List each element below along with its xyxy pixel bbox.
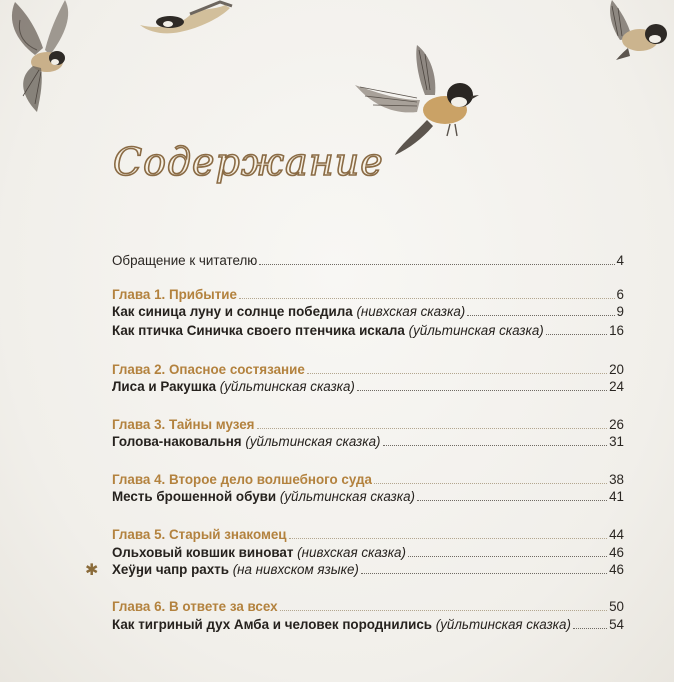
dot-leader bbox=[408, 546, 607, 557]
bird-illustration-top-left bbox=[0, 0, 105, 115]
dot-leader bbox=[546, 324, 607, 335]
toc-page-number: 38 bbox=[609, 472, 624, 487]
toc-entry-note: (уйльтинская сказка) bbox=[279, 489, 415, 504]
dot-leader bbox=[280, 600, 608, 611]
bird-illustration-top-right bbox=[600, 0, 674, 60]
toc-entry-title bbox=[112, 252, 257, 269]
dot-leader bbox=[357, 380, 607, 391]
toc-page-number: 46 bbox=[609, 562, 624, 577]
toc-entry-label: Как тигриный дух Амба и человек породнились bbox=[112, 617, 433, 632]
toc-page-number: 41 bbox=[609, 489, 624, 504]
toc-entry-title bbox=[112, 322, 544, 339]
toc-entry-label: Обращение к читателю bbox=[112, 253, 258, 268]
toc-story-row[interactable] bbox=[112, 378, 624, 395]
toc-intro-row[interactable] bbox=[112, 252, 624, 269]
toc-chapter-row[interactable] bbox=[112, 471, 624, 488]
toc-chapter-row[interactable] bbox=[112, 526, 624, 543]
toc-entry-label: Как синица луну и солнце победила bbox=[112, 304, 353, 319]
dot-leader bbox=[257, 418, 608, 429]
dot-leader bbox=[259, 254, 614, 265]
toc-entry-title bbox=[112, 286, 237, 303]
toc-entry-note: (нивхская сказка) bbox=[297, 545, 406, 560]
toc-chapter-row[interactable] bbox=[112, 598, 624, 615]
toc-entry-label: Глава 4. Второе дело волшебного суда bbox=[112, 472, 372, 487]
toc-entry-label: Месть брошенной обуви bbox=[112, 489, 277, 504]
toc-story-row[interactable] bbox=[112, 488, 624, 505]
dot-leader bbox=[573, 618, 607, 629]
toc-page-number: 50 bbox=[609, 599, 624, 614]
dot-leader bbox=[467, 305, 614, 316]
toc-entry-note: (уйльтинская сказка) bbox=[408, 323, 544, 338]
toc-page-number: 44 bbox=[609, 527, 624, 542]
toc-entry-note: (уйльтинская сказка) bbox=[435, 617, 571, 632]
toc-page-number: 54 bbox=[609, 617, 624, 632]
toc-page-number: 6 bbox=[616, 287, 624, 302]
toc-entry-label: Глава 3. Тайны музея bbox=[112, 417, 255, 432]
toc-entry-label: Глава 5. Старый знакомец bbox=[112, 527, 287, 542]
toc-story-row[interactable] bbox=[112, 544, 624, 561]
toc-entry-title bbox=[112, 416, 255, 433]
dot-leader bbox=[417, 490, 607, 501]
dot-leader bbox=[289, 528, 608, 539]
toc-entry-note: (уйльтинская сказка) bbox=[245, 434, 381, 449]
toc-entry-title bbox=[112, 598, 278, 615]
toc-story-row[interactable] bbox=[112, 616, 624, 633]
toc-entry-title bbox=[112, 616, 571, 633]
toc-entry-label: Глава 1. Прибытие bbox=[112, 287, 237, 302]
toc-story-row[interactable] bbox=[112, 561, 624, 578]
toc-page-number: 9 bbox=[616, 304, 624, 319]
toc-page-number: 24 bbox=[609, 379, 624, 394]
toc-entry-title bbox=[112, 433, 381, 450]
dot-leader bbox=[374, 473, 607, 484]
toc-entry-note: (на нивхском языке) bbox=[232, 562, 359, 577]
toc-entry-note: (нивхская сказка) bbox=[356, 304, 466, 319]
toc-entry-title bbox=[112, 561, 359, 578]
toc-entry-label: Как птичка Синичка своего птенчика искала bbox=[112, 323, 405, 338]
toc-entry-label: Ольховый ковшик виноват bbox=[112, 545, 294, 560]
toc-story-row[interactable] bbox=[112, 322, 624, 339]
dot-leader bbox=[361, 563, 607, 574]
toc-entry-title bbox=[112, 526, 287, 543]
dot-leader bbox=[307, 363, 607, 374]
toc-entry-title bbox=[112, 544, 406, 561]
toc-page-number: 20 bbox=[609, 362, 624, 377]
toc-entry-title bbox=[112, 361, 305, 378]
toc-entry-label: Глава 6. В ответе за всех bbox=[112, 599, 278, 614]
dot-leader bbox=[383, 435, 608, 446]
toc-story-row[interactable] bbox=[112, 433, 624, 450]
toc-chapter-row[interactable] bbox=[112, 361, 624, 378]
toc-entry-title bbox=[112, 303, 465, 320]
dot-leader bbox=[239, 288, 615, 299]
toc-entry-note: (уйльтинская сказка) bbox=[219, 379, 355, 394]
toc-entry-label: Хеӱӈи чапр рахть bbox=[112, 562, 229, 577]
page-title: Содержание bbox=[113, 140, 384, 184]
toc-page-number: 46 bbox=[609, 545, 624, 560]
toc-chapter-row[interactable] bbox=[112, 416, 624, 433]
toc-entry-label: Глава 2. Опасное состязание bbox=[112, 362, 305, 377]
toc-entry-title bbox=[112, 471, 372, 488]
toc-page-number: 16 bbox=[609, 323, 624, 338]
toc-story-row[interactable] bbox=[112, 303, 624, 320]
toc-page-number: 4 bbox=[616, 253, 624, 268]
toc-entry-label: Голова-наковальня bbox=[112, 434, 242, 449]
toc-entry-title bbox=[112, 378, 355, 395]
bird-illustration-top-center bbox=[130, 0, 240, 40]
toc-page-number: 31 bbox=[609, 434, 624, 449]
toc-page-number: 26 bbox=[609, 417, 624, 432]
toc-entry-title bbox=[112, 488, 415, 505]
toc-chapter-row[interactable] bbox=[112, 286, 624, 303]
star-icon: ✱ bbox=[85, 562, 99, 579]
toc-entry-label: Лиса и Ракушка bbox=[112, 379, 217, 394]
